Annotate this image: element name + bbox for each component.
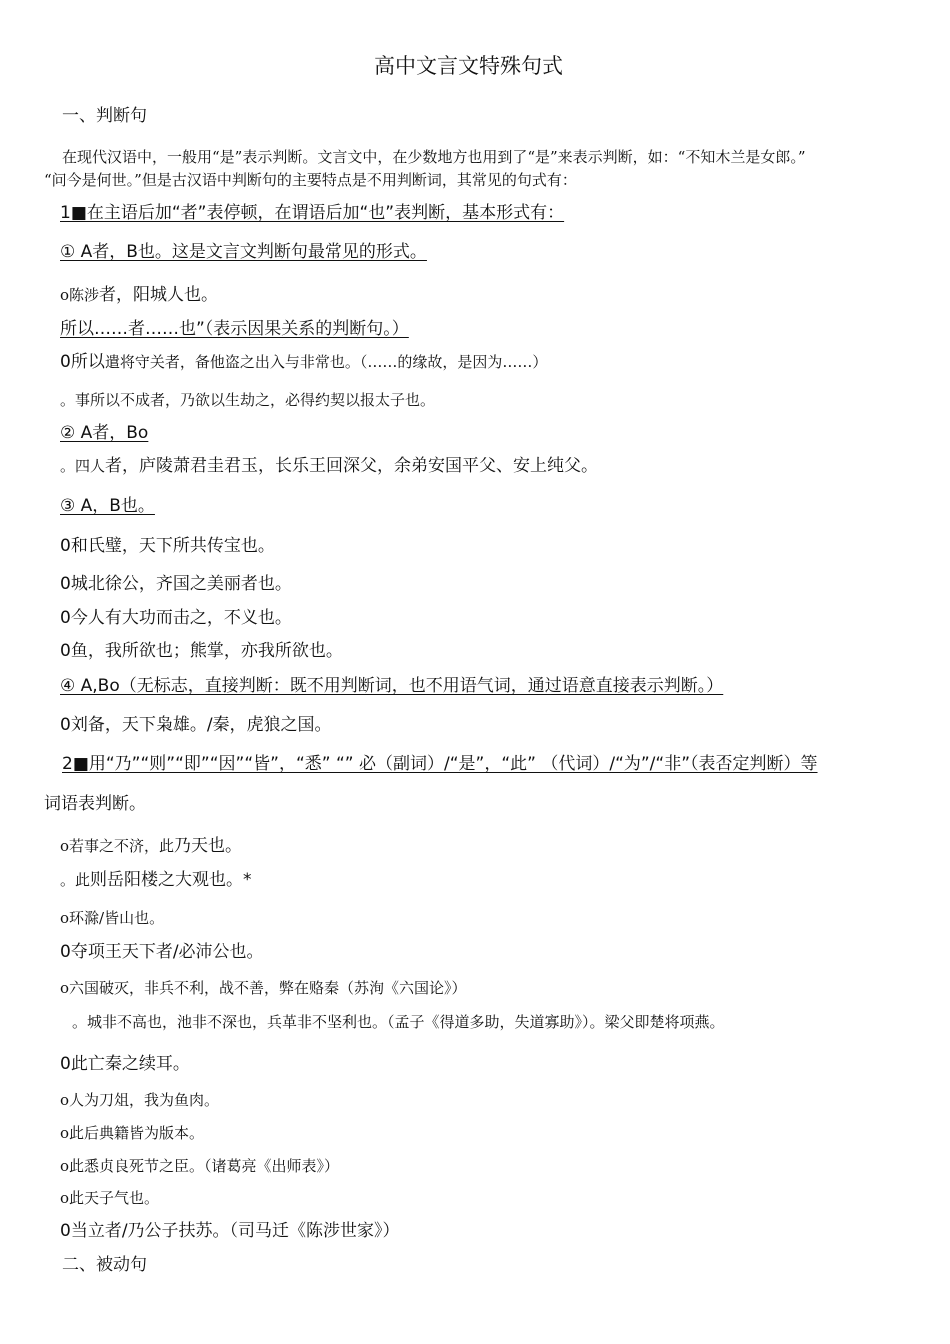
example-line: 0此亡秦之续耳。	[60, 1054, 190, 1074]
suoyi-pattern-heading: 所以……者……也”（表示因果关系的判断句。）	[60, 319, 409, 339]
example-subject: 。此	[60, 871, 91, 889]
rule-2-heading: 2■用“乃”“则”“即”“因”“皆”，“悉” “” 必（副词）/“是”，“此” （代词）/“为”/“非”（表否定判断）等	[62, 754, 818, 774]
example-subject: 。四人	[60, 457, 106, 475]
intro-paragraph-line-2: “问今是何世。”但是古汉语中判断句的主要特点是不用判断词，其常见的句式有：	[44, 171, 577, 189]
example-line: o环滁/皆山也。	[60, 909, 165, 927]
example-predicate: 者，阳城人也。	[99, 285, 219, 305]
example-line: o六国破灭，非兵不利，战不善，弊在赂秦（苏洵《六国论》）	[60, 979, 467, 997]
example-line: o此天子气也。	[60, 1189, 160, 1207]
example-line: o此悉贞良死节之臣。（诸葛亮《出师表》）	[60, 1157, 340, 1175]
section-heading-judgment: 一、判断句	[62, 106, 147, 126]
form-2-heading: ② A者，Bo	[60, 423, 149, 443]
example-line: 0和氏璧，天下所共传宝也。	[60, 536, 275, 556]
example-line: 0城北徐公，齐国之美丽者也。	[60, 574, 292, 594]
example-predicate: 乃天也。	[174, 836, 243, 856]
rule-1-heading: 1■在主语后加“者”表停顿，在谓语后加“也”表判断，基本形式有：	[60, 203, 565, 223]
example-line: 0鱼，我所欲也；熊掌，亦我所欲也。	[60, 641, 343, 661]
example-line: 0夺项王天下者/必沛公也。	[60, 942, 264, 962]
example-line	[60, 284, 218, 306]
section-heading-passive: 二、被动句	[62, 1255, 147, 1275]
form-1-heading: ① A者，B也。这是文言文判断句最常见的形式。	[60, 242, 427, 262]
page-title: 高中文言文特殊句式	[374, 54, 563, 78]
example-line: 0今人有大功而击之，不义也。	[60, 608, 292, 628]
example-line: 。城非不高也，池非不深也，兵革非不坚利也。（孟子《得道多助，失道寡助》）。梁父即楚将项燕。	[72, 1013, 725, 1031]
example-line	[60, 455, 598, 477]
intro-paragraph-line-1: 在现代汉语中，一般用“是”表示判断。文言文中，在少数地方也用到了“是”来表示判断，如：“不知木兰是女郎。”	[62, 148, 806, 166]
example-line	[60, 835, 242, 857]
rule-2-heading-continued: 词语表判断。	[44, 794, 146, 814]
example-subject: 0所以	[60, 352, 105, 372]
example-line	[60, 351, 547, 373]
example-subject: o若事之不济，此	[60, 837, 175, 855]
form-3-heading: ③ A，B也。	[60, 496, 155, 516]
example-line: o人为刀俎，我为鱼肉。	[60, 1091, 220, 1109]
example-subject: 陈涉	[69, 286, 100, 304]
form-4-heading: ④ A,Bo（无标志，直接判断：既不用判断词，也不用语气词，通过语意直接表示判断。）	[60, 676, 724, 696]
example-predicate: 遣将守关者，备他盗之出入与非常也。（……的缘故，是因为……）	[104, 353, 548, 371]
bullet-mark: o	[60, 286, 70, 304]
example-line: 0刘备，天下枭雄。/秦，虎狼之国。	[60, 715, 332, 735]
example-predicate: 者，庐陵萧君圭君玉，长乐王回深父，余弟安国平父、安上纯父。	[105, 456, 599, 476]
example-line	[60, 869, 252, 891]
example-line: 0当立者/乃公子扶苏。（司马迁《陈涉世家》）	[60, 1221, 400, 1241]
example-line: 。事所以不成者，乃欲以生劫之，必得约契以报太子也。	[60, 391, 436, 409]
example-line: o此后典籍皆为版本。	[60, 1124, 205, 1142]
example-predicate: 则岳阳楼之大观也。*	[90, 870, 252, 890]
